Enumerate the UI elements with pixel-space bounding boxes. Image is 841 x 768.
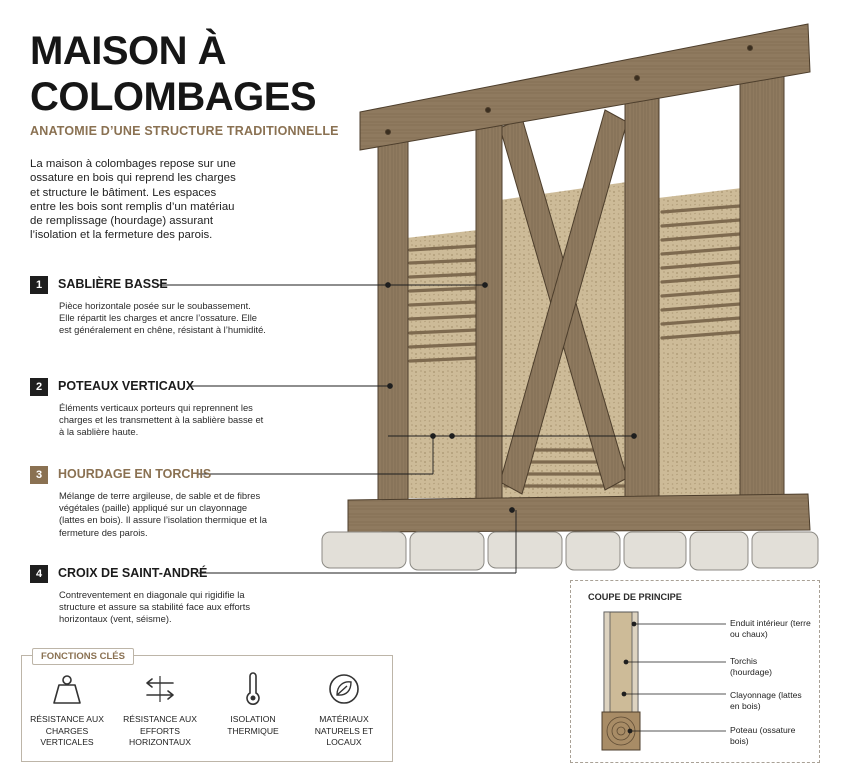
- item-title: POTEAUX VERTICAUX: [58, 379, 195, 393]
- page-subtitle: ANATOMIE D’UNE STRUCTURE TRADITIONNELLE: [30, 124, 339, 138]
- item-description: Pièce horizontale posée sur le soubassement. Elle répartit les charges et ancre l’ossature. Elle est généralement en chêne, résistant à l’humidité.: [59, 300, 266, 336]
- function-label: RÉSISTANCE AUX CHARGES VERTICALES: [30, 714, 104, 748]
- item-description: Mélange de terre argileuse, de sable et de fibres végétales (paille) appliqué sur un clayonnage (lattes en bois). Il assure l’isolation thermique et la fermeture des parois.: [59, 490, 267, 538]
- function-label: ISOLATION THERMIQUE: [227, 714, 279, 736]
- cross-section-label-torchis: Torchis (hourdage): [730, 656, 773, 677]
- item-number: 2: [30, 378, 48, 396]
- cross-section-label-poteau: Poteau (ossature bois): [730, 725, 796, 746]
- functions-heading: FONCTIONS CLÉS: [32, 648, 134, 665]
- item-description: Contreventement en diagonale qui rigidifie la structure et assure sa stabilité face aux efforts horizontaux (vent, séisme).: [59, 589, 251, 625]
- item-number: 3: [30, 466, 48, 484]
- item-title: CROIX DE SAINT-ANDRÉ: [58, 566, 208, 580]
- item-number: 4: [30, 565, 48, 583]
- function-label: MATÉRIAUX NATURELS ET LOCAUX: [314, 714, 374, 748]
- cross-section-title: COUPE DE PRINCIPE: [588, 592, 682, 602]
- cross-section-label-clayonnage: Clayonnage (lattes en bois): [730, 690, 802, 711]
- page-title: MAISON À COLOMBAGES: [30, 29, 317, 119]
- item-title: HOURDAGE EN TORCHIS: [58, 467, 212, 481]
- item-title: SABLIÈRE BASSE: [58, 277, 168, 291]
- cross-section-label-enduit: Enduit intérieur (terre ou chaux): [730, 618, 811, 639]
- intro-text: La maison à colombages repose sur une ossature en bois qui reprend les charges et structure le bâtiment. Les espaces entre les bois sont remplis d’un matériau de remplissage (hourdage) assurant l’isolation et la fermeture des parois.: [30, 158, 236, 242]
- item-number: 1: [30, 276, 48, 294]
- item-description: Éléments verticaux porteurs qui reprennent les charges et les transmettent à la sablière basse et à la sablière haute.: [59, 402, 264, 438]
- function-label: RÉSISTANCE AUX EFFORTS HORIZONTAUX: [123, 714, 197, 748]
